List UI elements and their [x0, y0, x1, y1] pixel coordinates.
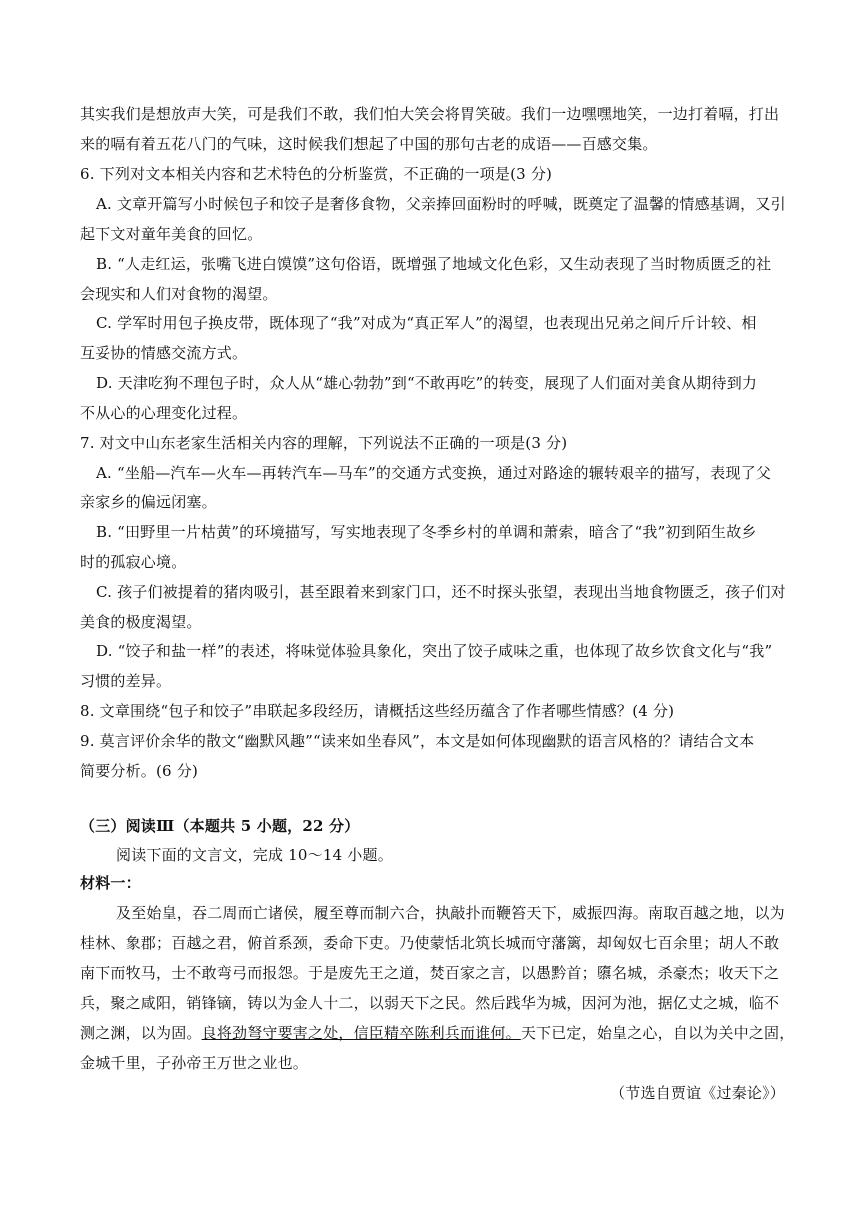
q7-option-a: A. “坐船—汽车—火车—再转汽车—马车”的交通方式变换，通过对路途的辗转艰辛的描写，表现了父 — [96, 464, 772, 482]
q7-option-c-cont: 美食的极度渴望。 — [80, 613, 202, 631]
section-heading: （三）阅读Ⅲ（本题共 5 小题，22 分） — [80, 817, 360, 835]
q6-option-d-cont: 不从心的心理变化过程。 — [80, 404, 248, 422]
q7-option-d: D. “饺子和盐一样”的表述，将味觉体验具象化，突出了饺子咸味之重，也体现了故乡饮食文化与“我” — [96, 642, 773, 660]
q7-option-c: C. 孩子们被提着的猪肉吸引，甚至跟着来到家门口，还不时探头张望，表现出当地食物匮乏，孩子们对 — [96, 583, 786, 601]
q6-option-c: C. 学军时用包子换皮带，既体现了“我”对成为“真正军人”的渴望，也表现出兄弟之间斤斤计较、相 — [96, 314, 757, 332]
question-9-stem: 9. 莫言评价余华的散文“幽默风趣”“读来如坐春风”，本文是如何体现幽默的语言风格的？请结合文本 — [80, 732, 755, 750]
q7-option-d-cont: 习惯的差异。 — [80, 672, 172, 690]
question-6-stem: 6. 下列对文本相关内容和艺术特色的分析鉴赏，不正确的一项是(3 分) — [80, 165, 553, 183]
classical-text-line: 南下而牧马，士不敢弯弓而报怨。于是废先王之道，焚百家之言，以愚黔首；隳名城，杀豪杰；收天下之 — [80, 964, 780, 982]
classical-text-line: 桂林、象郡；百越之君，俯首系颈，委命下吏。乃使蒙恬北筑长城而守藩篱，却匈奴七百余里；胡人不敢 — [80, 934, 780, 952]
classical-text-line-with-underline — [80, 1023, 795, 1043]
q6-option-a: A. 文章开篇写小时候包子和饺子是奢侈食物，父亲捧回面粉时的呼喊，既奠定了温馨的情感基调，又引 — [96, 195, 786, 213]
q6-option-b-cont: 会现实和人们对食物的渴望。 — [80, 285, 278, 303]
q7-option-b: B. “田野里一片枯黄”的环境描写，写实地表现了冬季乡村的单调和萧索，暗含了“我”初到陌生故乡 — [96, 523, 757, 541]
q6-option-b: B. “人走红运，张嘴飞进白馍馍”这句俗语，既增强了地域文化色彩，又生动表现了当时物质匮乏的社 — [96, 255, 772, 273]
q7-option-a-cont: 亲家乡的偏远闭塞。 — [80, 493, 217, 511]
text-segment: 测之渊，以为固。 — [80, 1024, 202, 1042]
source-citation: （节选自贾谊《过秦论》） — [610, 1084, 785, 1102]
section-instruction: 阅读下面的文言文，完成 10～14 小题。 — [116, 846, 393, 864]
question-7-stem: 7. 对文中山东老家生活相关内容的理解，下列说法不正确的一项是(3 分) — [80, 434, 568, 452]
q6-option-d: D. 天津吃狗不理包子时，众人从“雄心勃勃”到“不敢再吃”的转变，展现了人们面对美食从期待到力 — [96, 374, 758, 392]
q6-option-c-cont: 互妥协的情感交流方式。 — [80, 344, 248, 362]
classical-text-line: 金城千里，子孙帝王万世之业也。 — [80, 1054, 309, 1072]
q6-option-a-cont: 起下文对童年美食的回忆。 — [80, 225, 263, 243]
text-segment: 天下已定，始皇之心，自以为关中之固， — [520, 1024, 795, 1042]
underlined-sentence: 良将劲弩守要害之处，信臣精卒陈利兵而谁何。 — [201, 1024, 521, 1042]
classical-text-line: 兵，聚之咸阳，销锋镝，铸以为金人十二，以弱天下之民。然后践华为城，因河为池，据亿丈之城，临不 — [80, 994, 780, 1012]
passage-line: 来的嗝有着五花八门的气味，这时候我们想起了中国的那句古老的成语——百感交集。 — [80, 135, 658, 153]
question-9-stem-cont: 简要分析。(6 分) — [80, 762, 199, 780]
q7-option-b-cont: 时的孤寂心境。 — [80, 553, 187, 571]
material-label: 材料一： — [80, 874, 141, 892]
passage-line: 其实我们是想放声大笑，可是我们不敢，我们怕大笑会将胃笑破。我们一边嘿嘿地笑，一边打着嗝，打出 — [80, 105, 780, 123]
classical-text-line: 及至始皇，吞二周而亡诸侯，履至尊而制六合，执敲扑而鞭笞天下，威振四海。南取百越之地，以为 — [116, 904, 785, 922]
question-8-stem: 8. 文章围绕“包子和饺子”串联起多段经历，请概括这些经历蕴含了作者哪些情感？(4 分) — [80, 702, 675, 720]
